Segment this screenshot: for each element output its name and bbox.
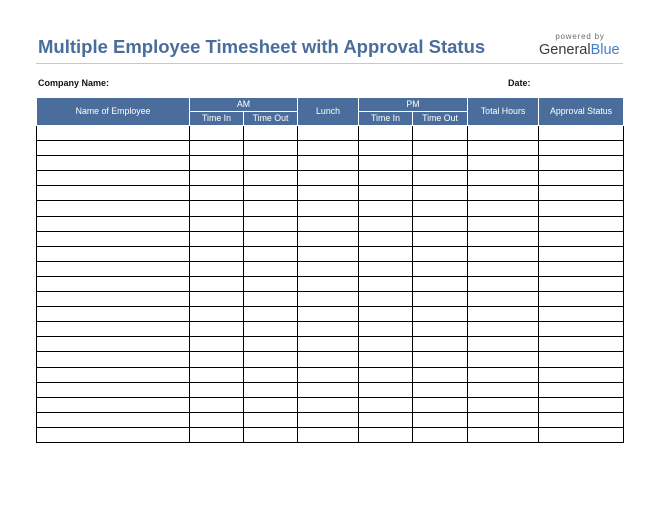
- am-time-in-cell[interactable]: [190, 352, 244, 367]
- am-time-out-cell[interactable]: [244, 141, 298, 156]
- am-time-out-cell[interactable]: [244, 216, 298, 231]
- approval-status-cell[interactable]: [539, 156, 624, 171]
- table-row: [37, 261, 624, 276]
- employee-name-cell[interactable]: [37, 261, 190, 276]
- pm-time-in-cell[interactable]: [359, 307, 413, 322]
- am-time-in-cell[interactable]: [190, 201, 244, 216]
- employee-name-cell[interactable]: [37, 276, 190, 291]
- table-row: [37, 352, 624, 367]
- powered-by-text: powered by: [555, 32, 605, 41]
- am-time-out-cell[interactable]: [244, 292, 298, 307]
- table-row: [37, 201, 624, 216]
- pm-time-in-cell[interactable]: [359, 427, 413, 442]
- total-hours-cell[interactable]: [468, 201, 539, 216]
- pm-time-out-cell[interactable]: [413, 292, 468, 307]
- approval-status-cell[interactable]: [539, 141, 624, 156]
- approval-status-cell[interactable]: [539, 307, 624, 322]
- pm-time-out-cell[interactable]: [413, 367, 468, 382]
- lunch-cell[interactable]: [298, 186, 359, 201]
- table-row: [37, 141, 624, 156]
- table-row: [37, 322, 624, 337]
- lunch-cell[interactable]: [298, 397, 359, 412]
- timesheet-body: [37, 126, 624, 443]
- lunch-cell[interactable]: [298, 246, 359, 261]
- am-time-in-cell[interactable]: [190, 412, 244, 427]
- employee-name-cell[interactable]: [37, 231, 190, 246]
- table-row: [37, 126, 624, 141]
- approval-status-cell[interactable]: [539, 201, 624, 216]
- pm-time-in-cell[interactable]: [359, 352, 413, 367]
- pm-time-out-cell[interactable]: [413, 246, 468, 261]
- table-row: [37, 397, 624, 412]
- pm-time-out-cell[interactable]: [413, 337, 468, 352]
- am-time-out-cell[interactable]: [244, 231, 298, 246]
- am-time-in-cell[interactable]: [190, 186, 244, 201]
- total-hours-cell[interactable]: [468, 307, 539, 322]
- total-hours-cell[interactable]: [468, 261, 539, 276]
- lunch-cell[interactable]: [298, 201, 359, 216]
- am-time-in-cell[interactable]: [190, 261, 244, 276]
- am-time-in-cell[interactable]: [190, 367, 244, 382]
- approval-status-cell[interactable]: [539, 171, 624, 186]
- timesheet-table: [36, 97, 624, 443]
- approval-status-cell[interactable]: [539, 186, 624, 201]
- table-row: [37, 216, 624, 231]
- am-time-out-cell[interactable]: [244, 246, 298, 261]
- pm-time-out-cell[interactable]: [413, 397, 468, 412]
- am-time-in-cell[interactable]: [190, 397, 244, 412]
- am-time-out-cell[interactable]: [244, 261, 298, 276]
- am-time-out-cell[interactable]: [244, 201, 298, 216]
- lunch-cell[interactable]: [298, 276, 359, 291]
- total-hours-cell[interactable]: [468, 231, 539, 246]
- pm-time-out-cell[interactable]: [413, 186, 468, 201]
- pm-time-in-cell[interactable]: [359, 156, 413, 171]
- am-time-out-cell[interactable]: [244, 397, 298, 412]
- pm-time-in-cell[interactable]: [359, 261, 413, 276]
- lunch-cell[interactable]: [298, 337, 359, 352]
- am-time-out-cell[interactable]: [244, 367, 298, 382]
- total-hours-cell[interactable]: [468, 337, 539, 352]
- am-time-out-cell[interactable]: [244, 322, 298, 337]
- lunch-cell[interactable]: [298, 292, 359, 307]
- header-am-time-in: Time In: [190, 112, 244, 126]
- table-row: [37, 246, 624, 261]
- header-name-of-employee: Name of Employee: [37, 98, 190, 126]
- pm-time-out-cell[interactable]: [413, 261, 468, 276]
- header-divider: [36, 63, 623, 64]
- total-hours-cell[interactable]: [468, 186, 539, 201]
- lunch-cell[interactable]: [298, 216, 359, 231]
- pm-time-in-cell[interactable]: [359, 412, 413, 427]
- pm-time-in-cell[interactable]: [359, 292, 413, 307]
- am-time-in-cell[interactable]: [190, 322, 244, 337]
- brand-logo: [539, 32, 623, 58]
- lunch-cell[interactable]: [298, 171, 359, 186]
- lunch-cell[interactable]: [298, 367, 359, 382]
- table-row: [37, 231, 624, 246]
- approval-status-cell[interactable]: [539, 382, 624, 397]
- employee-name-cell[interactable]: [37, 337, 190, 352]
- total-hours-cell[interactable]: [468, 171, 539, 186]
- approval-status-cell[interactable]: [539, 352, 624, 367]
- approval-status-cell[interactable]: [539, 397, 624, 412]
- employee-name-cell[interactable]: [37, 397, 190, 412]
- employee-name-cell[interactable]: [37, 367, 190, 382]
- pm-time-out-cell[interactable]: [413, 201, 468, 216]
- lunch-cell[interactable]: [298, 231, 359, 246]
- am-time-in-cell[interactable]: [190, 427, 244, 442]
- header-total-hours: Total Hours: [468, 98, 539, 126]
- total-hours-cell[interactable]: [468, 427, 539, 442]
- am-time-out-cell[interactable]: [244, 186, 298, 201]
- employee-name-cell[interactable]: [37, 126, 190, 141]
- am-time-in-cell[interactable]: [190, 126, 244, 141]
- am-time-in-cell[interactable]: [190, 337, 244, 352]
- pm-time-out-cell[interactable]: [413, 427, 468, 442]
- am-time-in-cell[interactable]: [190, 307, 244, 322]
- approval-status-cell[interactable]: [539, 412, 624, 427]
- am-time-in-cell[interactable]: [190, 231, 244, 246]
- employee-name-cell[interactable]: [37, 322, 190, 337]
- pm-time-in-cell[interactable]: [359, 231, 413, 246]
- pm-time-out-cell[interactable]: [413, 231, 468, 246]
- employee-name-cell[interactable]: [37, 246, 190, 261]
- total-hours-cell[interactable]: [468, 352, 539, 367]
- employee-name-cell[interactable]: [37, 156, 190, 171]
- pm-time-out-cell[interactable]: [413, 307, 468, 322]
- am-time-in-cell[interactable]: [190, 276, 244, 291]
- employee-name-cell[interactable]: [37, 141, 190, 156]
- pm-time-out-cell[interactable]: [413, 171, 468, 186]
- header-lunch: Lunch: [298, 98, 359, 126]
- approval-status-cell[interactable]: [539, 427, 624, 442]
- approval-status-cell[interactable]: [539, 261, 624, 276]
- brand-name: [539, 42, 623, 58]
- am-time-in-cell[interactable]: [190, 216, 244, 231]
- lunch-cell[interactable]: [298, 412, 359, 427]
- table-row: [37, 156, 624, 171]
- total-hours-cell[interactable]: [468, 367, 539, 382]
- total-hours-cell[interactable]: [468, 292, 539, 307]
- header-pm-time-out: Time Out: [413, 112, 468, 126]
- pm-time-out-cell[interactable]: [413, 156, 468, 171]
- total-hours-cell[interactable]: [468, 397, 539, 412]
- am-time-in-cell[interactable]: [190, 246, 244, 261]
- pm-time-out-cell[interactable]: [413, 412, 468, 427]
- company-name-label: Company Name:: [38, 78, 110, 88]
- lunch-cell[interactable]: [298, 352, 359, 367]
- table-row: [37, 367, 624, 382]
- am-time-out-cell[interactable]: [244, 126, 298, 141]
- employee-name-cell[interactable]: [37, 216, 190, 231]
- employee-name-cell[interactable]: [37, 307, 190, 322]
- approval-status-cell[interactable]: [539, 231, 624, 246]
- table-row: [37, 171, 624, 186]
- lunch-cell[interactable]: [298, 427, 359, 442]
- header-am: AM: [190, 98, 298, 112]
- pm-time-in-cell[interactable]: [359, 397, 413, 412]
- approval-status-cell[interactable]: [539, 246, 624, 261]
- lunch-cell[interactable]: [298, 382, 359, 397]
- total-hours-cell[interactable]: [468, 382, 539, 397]
- total-hours-cell[interactable]: [468, 412, 539, 427]
- total-hours-cell[interactable]: [468, 322, 539, 337]
- employee-name-cell[interactable]: [37, 412, 190, 427]
- approval-status-cell[interactable]: [539, 322, 624, 337]
- header-approval-status: Approval Status: [539, 98, 624, 126]
- table-row: [37, 292, 624, 307]
- employee-name-cell[interactable]: [37, 292, 190, 307]
- table-row: [37, 427, 624, 442]
- employee-name-cell[interactable]: [37, 427, 190, 442]
- employee-name-cell[interactable]: [37, 186, 190, 201]
- lunch-cell[interactable]: [298, 126, 359, 141]
- am-time-out-cell[interactable]: [244, 276, 298, 291]
- header-pm-time-in: Time In: [359, 112, 413, 126]
- employee-name-cell[interactable]: [37, 382, 190, 397]
- lunch-cell[interactable]: [298, 141, 359, 156]
- approval-status-cell[interactable]: [539, 337, 624, 352]
- table-row: [37, 186, 624, 201]
- am-time-in-cell[interactable]: [190, 171, 244, 186]
- total-hours-cell[interactable]: [468, 126, 539, 141]
- pm-time-out-cell[interactable]: [413, 276, 468, 291]
- table-row: [37, 382, 624, 397]
- am-time-out-cell[interactable]: [244, 382, 298, 397]
- date-label: Date:: [508, 78, 531, 88]
- employee-name-cell[interactable]: [37, 352, 190, 367]
- am-time-out-cell[interactable]: [244, 307, 298, 322]
- pm-time-out-cell[interactable]: [413, 141, 468, 156]
- total-hours-cell[interactable]: [468, 141, 539, 156]
- page-title: Multiple Employee Timesheet with Approval Status: [38, 36, 486, 57]
- lunch-cell[interactable]: [298, 307, 359, 322]
- header-pm: PM: [359, 98, 468, 112]
- pm-time-in-cell[interactable]: [359, 126, 413, 141]
- am-time-in-cell[interactable]: [190, 382, 244, 397]
- approval-status-cell[interactable]: [539, 216, 624, 231]
- pm-time-in-cell[interactable]: [359, 201, 413, 216]
- table-row: [37, 337, 624, 352]
- am-time-out-cell[interactable]: [244, 337, 298, 352]
- total-hours-cell[interactable]: [468, 276, 539, 291]
- pm-time-in-cell[interactable]: [359, 216, 413, 231]
- pm-time-in-cell[interactable]: [359, 337, 413, 352]
- pm-time-in-cell[interactable]: [359, 382, 413, 397]
- approval-status-cell[interactable]: [539, 126, 624, 141]
- am-time-in-cell[interactable]: [190, 156, 244, 171]
- pm-time-in-cell[interactable]: [359, 171, 413, 186]
- am-time-out-cell[interactable]: [244, 156, 298, 171]
- brand-name-general: General: [539, 42, 591, 58]
- pm-time-out-cell[interactable]: [413, 382, 468, 397]
- lunch-cell[interactable]: [298, 156, 359, 171]
- lunch-cell[interactable]: [298, 322, 359, 337]
- approval-status-cell[interactable]: [539, 276, 624, 291]
- am-time-out-cell[interactable]: [244, 352, 298, 367]
- pm-time-in-cell[interactable]: [359, 246, 413, 261]
- table-row: [37, 307, 624, 322]
- pm-time-out-cell[interactable]: [413, 216, 468, 231]
- am-time-out-cell[interactable]: [244, 412, 298, 427]
- table-row: [37, 276, 624, 291]
- pm-time-out-cell[interactable]: [413, 126, 468, 141]
- employee-name-cell[interactable]: [37, 201, 190, 216]
- am-time-out-cell[interactable]: [244, 427, 298, 442]
- pm-time-out-cell[interactable]: [413, 322, 468, 337]
- pm-time-in-cell[interactable]: [359, 276, 413, 291]
- total-hours-cell[interactable]: [468, 246, 539, 261]
- header-am-time-out: Time Out: [244, 112, 298, 126]
- am-time-out-cell[interactable]: [244, 171, 298, 186]
- total-hours-cell[interactable]: [468, 156, 539, 171]
- pm-time-out-cell[interactable]: [413, 352, 468, 367]
- total-hours-cell[interactable]: [468, 216, 539, 231]
- employee-name-cell[interactable]: [37, 171, 190, 186]
- approval-status-cell[interactable]: [539, 367, 624, 382]
- approval-status-cell[interactable]: [539, 292, 624, 307]
- pm-time-in-cell[interactable]: [359, 367, 413, 382]
- lunch-cell[interactable]: [298, 261, 359, 276]
- pm-time-in-cell[interactable]: [359, 141, 413, 156]
- table-row: [37, 412, 624, 427]
- pm-time-in-cell[interactable]: [359, 322, 413, 337]
- am-time-in-cell[interactable]: [190, 292, 244, 307]
- pm-time-in-cell[interactable]: [359, 186, 413, 201]
- am-time-in-cell[interactable]: [190, 141, 244, 156]
- brand-name-blue: Blue: [590, 42, 620, 58]
